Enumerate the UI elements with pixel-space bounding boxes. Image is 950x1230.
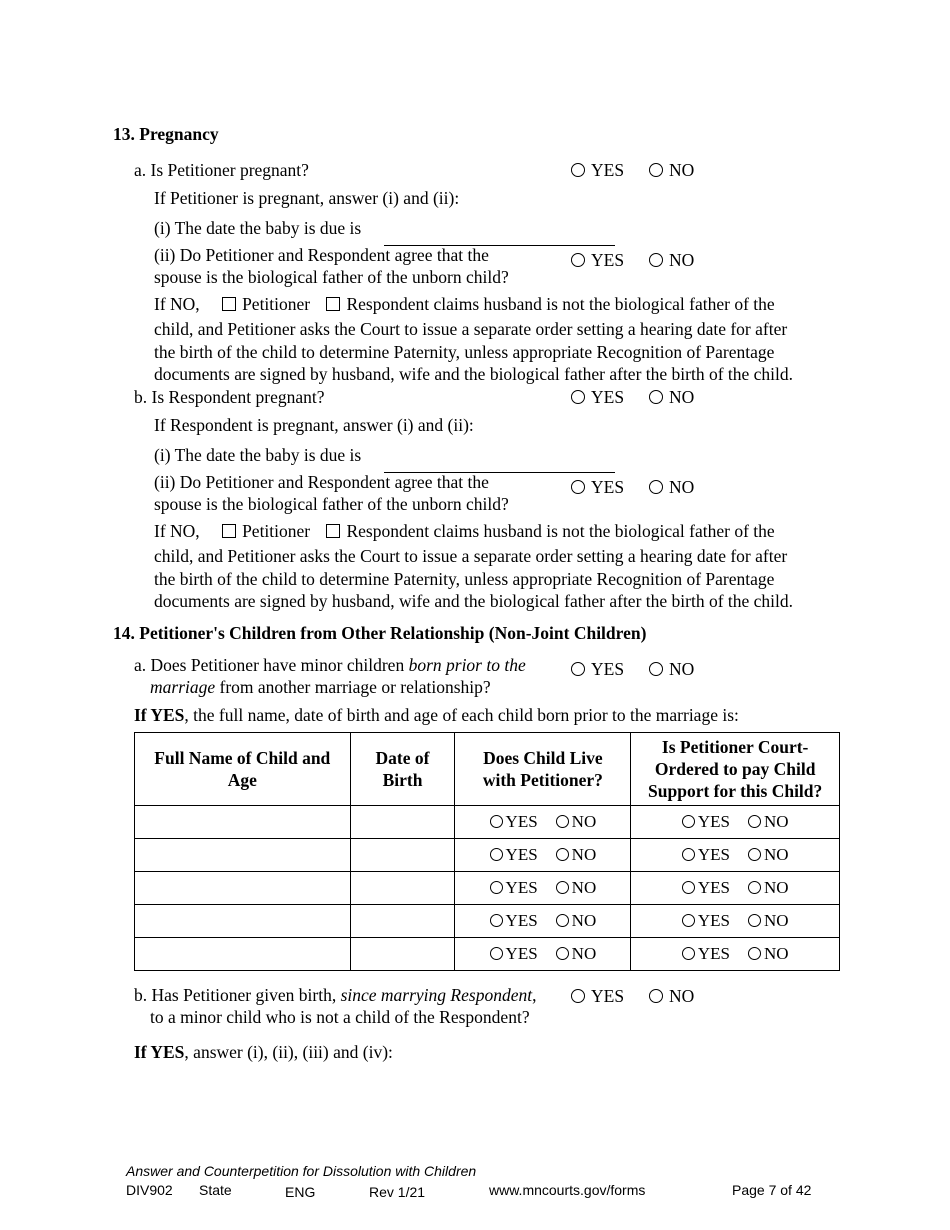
radio-icon[interactable]: [748, 947, 761, 960]
footer-language: ENG: [285, 1184, 316, 1200]
radio-icon[interactable]: [556, 914, 569, 927]
footer-form-code: DIV902: [126, 1182, 173, 1198]
petitioner-checkbox-icon[interactable]: [222, 524, 236, 538]
q13b-ifno-line: If NO, Petitioner Respondent claims husband is not the biological father of the: [154, 521, 775, 541]
footer-form-title: Answer and Counterpetition for Dissolution with Children: [126, 1163, 477, 1179]
q13a-due-label: (i) The date the baby is due is: [154, 218, 362, 238]
q13b-question: b. Is Respondent pregnant?: [134, 387, 325, 407]
table-row: [135, 806, 840, 839]
radio-icon[interactable]: [571, 163, 585, 177]
radio-icon[interactable]: [649, 163, 663, 177]
lives-with-petitioner-cell: YES NO: [455, 905, 631, 938]
q13a-no-option[interactable]: NO: [649, 159, 694, 181]
children-table-header-row: [135, 733, 840, 806]
header-court-ordered-support: Is Petitioner Court-Ordered to pay Child Support for this Child?: [631, 733, 840, 806]
radio-icon[interactable]: [571, 390, 585, 404]
table-row: [135, 872, 840, 905]
q13a-question: a. Is Petitioner pregnant?: [134, 160, 309, 180]
respondent-checkbox-icon[interactable]: [326, 297, 340, 311]
q13a-para-line3: documents are signed by husband, wife and the biological father after the birth of the child.: [154, 364, 794, 384]
children-table: [134, 732, 840, 971]
radio-icon[interactable]: [748, 848, 761, 861]
radio-icon[interactable]: [748, 815, 761, 828]
radio-icon[interactable]: [682, 947, 695, 960]
q14a-question-line1: a. Does Petitioner have minor children born prior to the: [134, 655, 526, 675]
q14b-no-option[interactable]: NO: [649, 985, 694, 1007]
child-dob-cell[interactable]: [350, 905, 455, 938]
q13b-if-line: If Respondent is pregnant, answer (i) and (ii):: [154, 415, 474, 435]
q13a-ifno-line: If NO, Petitioner Respondent claims husband is not the biological father of the: [154, 294, 775, 314]
radio-icon[interactable]: [682, 914, 695, 927]
child-name-cell[interactable]: [135, 905, 351, 938]
radio-icon[interactable]: [556, 881, 569, 894]
child-name-cell[interactable]: [135, 806, 351, 839]
q14b-yes-option[interactable]: YES: [571, 985, 624, 1007]
q14b-question-line1: b. Has Petitioner given birth, since marrying Respondent,: [134, 985, 537, 1005]
radio-icon[interactable]: [748, 881, 761, 894]
q13b-due-label: (i) The date the baby is due is: [154, 445, 362, 465]
q13b-agree-no-option[interactable]: NO: [649, 476, 694, 498]
radio-icon[interactable]: [571, 662, 585, 676]
section-13-heading: 13. Pregnancy: [113, 124, 219, 144]
radio-icon[interactable]: [490, 848, 503, 861]
footer-url[interactable]: www.mncourts.gov/forms: [489, 1182, 646, 1198]
radio-icon[interactable]: [571, 253, 585, 267]
q13a-if-line: If Petitioner is pregnant, answer (i) and (ii):: [154, 188, 460, 208]
q14a-yes-option[interactable]: YES: [571, 658, 624, 680]
q14b-answer-line: If YES, answer (i), (ii), (iii) and (iv):: [134, 1042, 393, 1062]
q13b-para-line1: child, and Petitioner asks the Court to issue a separate order setting a hearing date for after: [154, 546, 788, 566]
lives-with-petitioner-cell: YES NO: [455, 938, 631, 971]
q13a-para-line2: the birth of the child to determine Paternity, unless appropriate Recognition of Parentage: [154, 342, 775, 362]
radio-icon[interactable]: [556, 947, 569, 960]
q13b-para-line3: documents are signed by husband, wife and the biological father after the birth of the child.: [154, 591, 794, 611]
radio-icon[interactable]: [748, 914, 761, 927]
court-ordered-support-cell: YES NO: [631, 839, 840, 872]
header-lives-with-petitioner: Does Child Live with Petitioner?: [455, 733, 631, 806]
q14b-question-line2: to a minor child who is not a child of the Respondent?: [150, 1007, 530, 1027]
child-name-cell[interactable]: [135, 839, 351, 872]
footer-page-number: Page 7 of 42: [732, 1182, 812, 1198]
court-ordered-support-cell: YES NO: [631, 905, 840, 938]
q13b-agree-line1: (ii) Do Petitioner and Respondent agree that the: [154, 472, 489, 492]
radio-icon[interactable]: [682, 815, 695, 828]
radio-icon[interactable]: [490, 815, 503, 828]
q13b-no-option[interactable]: NO: [649, 386, 694, 408]
radio-icon[interactable]: [490, 914, 503, 927]
q13b-agree-line2: spouse is the biological father of the unborn child?: [154, 494, 509, 514]
q14a-ifyes-line: If YES, the full name, date of birth and age of each child born prior to the marriage is:: [134, 705, 739, 725]
radio-icon[interactable]: [682, 848, 695, 861]
radio-icon[interactable]: [682, 881, 695, 894]
petitioner-checkbox-icon[interactable]: [222, 297, 236, 311]
child-dob-cell[interactable]: [350, 938, 455, 971]
radio-icon[interactable]: [649, 253, 663, 267]
lives-with-petitioner-cell: YES NO: [455, 839, 631, 872]
court-ordered-support-cell: YES NO: [631, 938, 840, 971]
q14a-no-option[interactable]: NO: [649, 658, 694, 680]
radio-icon[interactable]: [649, 390, 663, 404]
radio-icon[interactable]: [649, 480, 663, 494]
lives-with-petitioner-cell: YES NO: [455, 806, 631, 839]
child-name-cell[interactable]: [135, 872, 351, 905]
radio-icon[interactable]: [556, 815, 569, 828]
q13a-agree-no-option[interactable]: NO: [649, 249, 694, 271]
q13b-agree-yes-option[interactable]: YES: [571, 476, 624, 498]
lives-with-petitioner-cell: YES NO: [455, 872, 631, 905]
section-14-heading: 14. Petitioner's Children from Other Relationship (Non-Joint Children): [113, 623, 647, 643]
table-row: [135, 839, 840, 872]
respondent-checkbox-icon[interactable]: [326, 524, 340, 538]
header-date-of-birth: Date of Birth: [350, 733, 455, 806]
radio-icon[interactable]: [571, 989, 585, 1003]
q14a-question-line2: marriage from another marriage or relationship?: [150, 677, 491, 697]
footer-state: State: [199, 1182, 232, 1198]
radio-icon[interactable]: [490, 881, 503, 894]
q13a-agree-line2: spouse is the biological father of the unborn child?: [154, 267, 509, 287]
q13a-yes-option[interactable]: YES: [571, 159, 624, 181]
q13a-agree-yes-option[interactable]: YES: [571, 249, 624, 271]
court-ordered-support-cell: YES NO: [631, 806, 840, 839]
q13a-para-line1: child, and Petitioner asks the Court to issue a separate order setting a hearing date for after: [154, 319, 788, 339]
child-dob-cell[interactable]: [350, 806, 455, 839]
court-ordered-support-cell: YES NO: [631, 872, 840, 905]
header-full-name: Full Name of Child and Age: [135, 733, 351, 806]
radio-icon[interactable]: [649, 662, 663, 676]
child-name-cell[interactable]: [135, 938, 351, 971]
q13b-yes-option[interactable]: YES: [571, 386, 624, 408]
child-dob-cell[interactable]: [350, 872, 455, 905]
radio-icon[interactable]: [649, 989, 663, 1003]
child-dob-cell[interactable]: [350, 839, 455, 872]
table-row: [135, 938, 840, 971]
table-row: [135, 905, 840, 938]
radio-icon[interactable]: [571, 480, 585, 494]
radio-icon[interactable]: [556, 848, 569, 861]
footer-revision: Rev 1/21: [369, 1184, 426, 1200]
q13b-para-line2: the birth of the child to determine Paternity, unless appropriate Recognition of Parentage: [154, 569, 775, 589]
q13a-agree-line1: (ii) Do Petitioner and Respondent agree that the: [154, 245, 489, 265]
radio-icon[interactable]: [490, 947, 503, 960]
